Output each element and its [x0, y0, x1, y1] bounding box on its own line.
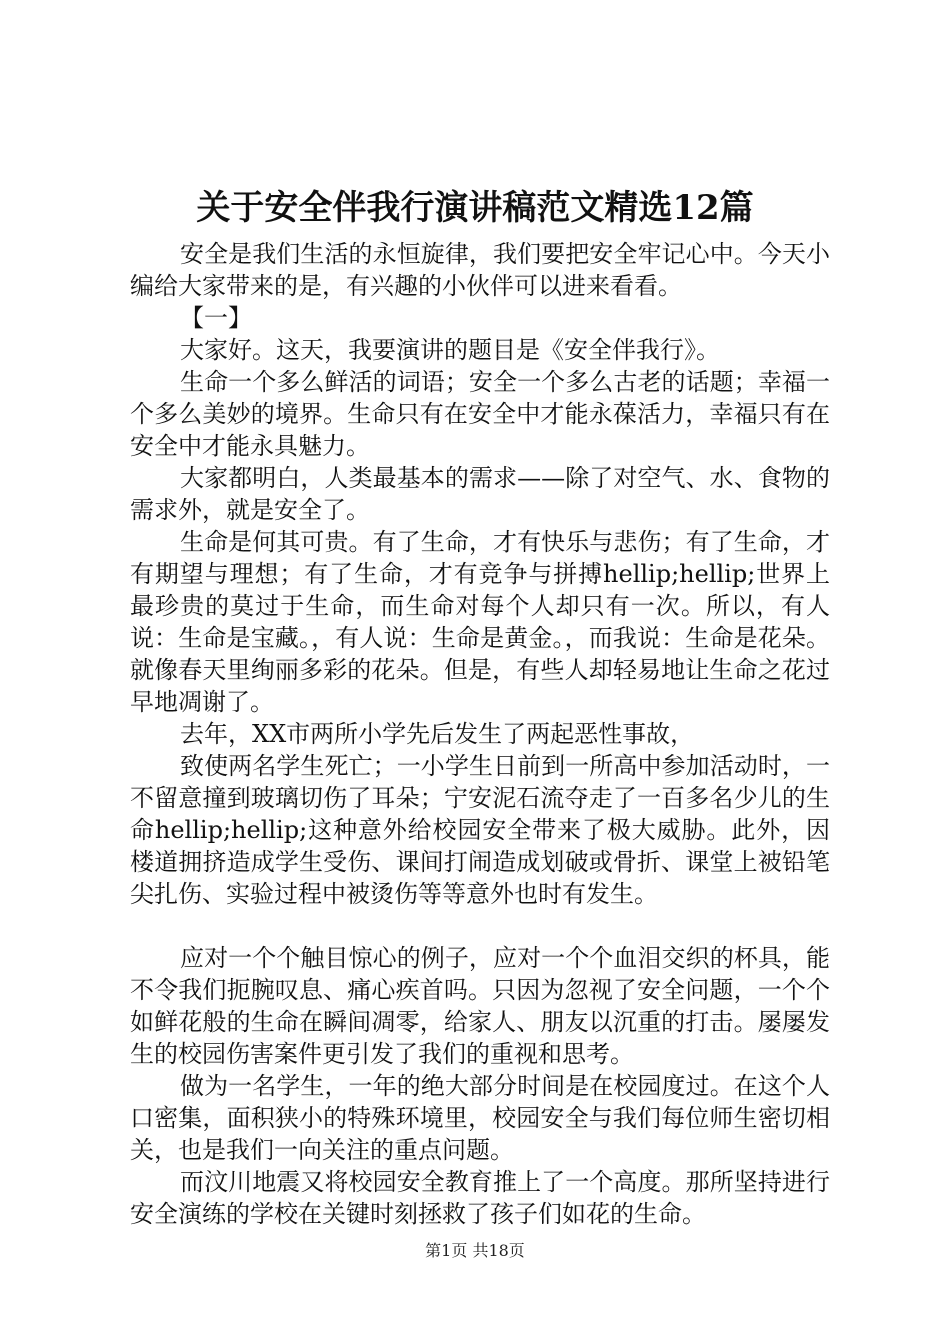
paragraph-intro: 安全是我们生活的永恒旋律，我们要把安全牢记心中。今天小编给大家带来的是，有兴趣的小伙伴可以进来看看。	[130, 240, 830, 300]
paragraph: 大家好。这天，我要演讲的题目是《安全伴我行》。	[180, 336, 720, 364]
page-footer: 第1页 共18页	[425, 1241, 525, 1260]
paragraph: 去年，XX市两所小学先后发生了两起恶性事故，	[180, 720, 695, 748]
section-heading: 【一】	[180, 304, 252, 332]
paragraph: 而汶川地震又将校园安全教育推上了一个高度。那所坚持进行安全演练的学校在关键时刻拯救了孩子们如花的生命。	[130, 1168, 830, 1228]
paragraph: 应对一个个触目惊心的例子，应对一个个血泪交织的杯具，能不令我们扼腕叹息、痛心疾首吗。只因为忽视了安全问题，一个个如鲜花般的生命在瞬间凋零，给家人、朋友以沉重的打击。屡屡发生的校园伤害案件更引发了我们的重视和思考。	[130, 944, 830, 1068]
paragraph: 大家都明白，人类最基本的需求——除了对空气、水、食物的需求外，就是安全了。	[130, 464, 830, 524]
paragraph: 致使两名学生死亡；一小学生日前到一所高中参加活动时，一不留意撞到玻璃切伤了耳朵；宁安泥石流夺走了一百多名少儿的生命hellip;hellip;这种意外给校园安全带来了极大威胁。此外，因楼道拥挤造成学生受伤、课间打闹造成划破或骨折、课堂上被铅笔尖扎伤、实验过程中被烫伤等等意外也时有发生。	[130, 752, 830, 908]
document-title: 关于安全伴我行演讲稿范文精选12篇	[196, 188, 754, 228]
paragraph: 做为一名学生，一年的绝大部分时间是在校园度过。在这个人口密集，面积狭小的特殊环境里，校园安全与我们每位师生密切相关，也是我们一向关注的重点问题。	[130, 1072, 830, 1164]
document-body	[130, 238, 830, 1230]
paragraph: 生命是何其可贵。有了生命，才有快乐与悲伤；有了生命，才有期望与理想；有了生命，才有竞争与拼搏hellip;hellip;世界上最珍贵的莫过于生命，而生命对每个人却只有一次。所以，有人说：生命是宝藏。，有人说：生命是黄金。，而我说：生命是花朵。就像春天里绚丽多彩的花朵。但是，有些人却轻易地让生命之花过早地凋谢了。	[130, 528, 830, 716]
paragraph: 生命一个多么鲜活的词语；安全一个多么古老的话题；幸福一个多么美妙的境界。生命只有在安全中才能永葆活力，幸福只有在安全中才能永具魅力。	[130, 368, 830, 460]
